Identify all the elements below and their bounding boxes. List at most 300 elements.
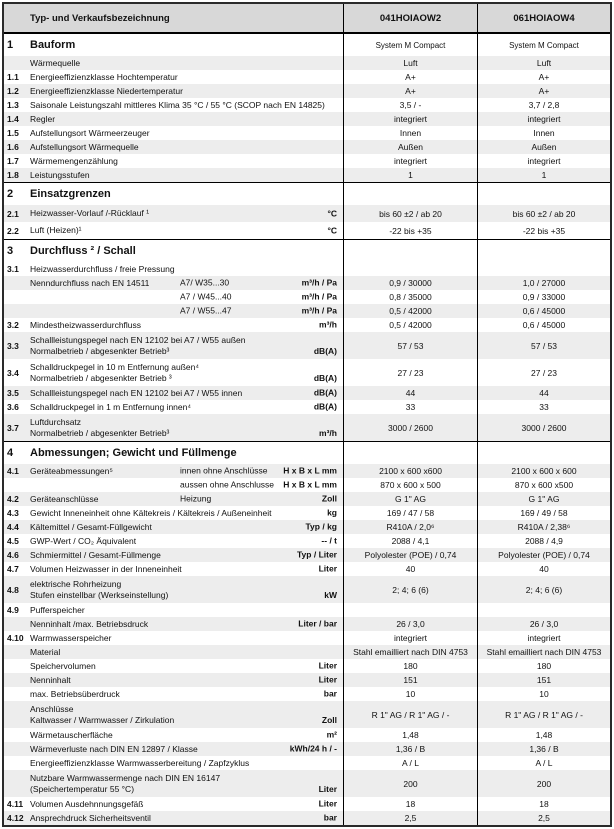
- value-col2: [477, 183, 610, 205]
- row-label-cell: [30, 631, 343, 645]
- row-unit: dB(A): [313, 346, 337, 356]
- header-model-1: 041HOIAOW2: [343, 4, 477, 32]
- value-col1: Polyolester (POE) / 0,74: [343, 548, 477, 562]
- table-row: [4, 400, 610, 414]
- row-number: 3.3: [7, 340, 19, 351]
- row-number: 4.2: [7, 494, 19, 504]
- table-row: [4, 478, 610, 492]
- row-label: Gewicht Inneneinheit ohne Kältekreis / Kältekreis / Außeneinheit: [30, 507, 272, 518]
- value-col1: 33: [343, 400, 477, 414]
- row-number: 4.3: [7, 508, 19, 518]
- value-col2: 3000 / 2600: [477, 414, 610, 441]
- value-col2: 0,6 / 45000: [477, 304, 610, 318]
- row-number: [4, 276, 30, 290]
- row-label-cell: [30, 386, 343, 400]
- row-label: Warmwasserspeicher: [30, 632, 112, 643]
- row-number: [4, 728, 30, 742]
- value-col2: 1: [477, 168, 610, 182]
- value-col1: [343, 603, 477, 617]
- row-label-cell: [30, 400, 343, 414]
- row-unit: m³/h / Pa: [301, 291, 337, 302]
- row-label: Energieeffizienzklasse Warmwasserbereitung / Zapfzyklus: [30, 757, 250, 768]
- row-unit: Zoll: [321, 715, 337, 725]
- table-row: [4, 687, 610, 701]
- value-col1: R410A / 2,0⁶: [343, 520, 477, 534]
- row-label: Wärmetauscherfläche: [30, 729, 113, 740]
- row-label: Leistungsstufen: [30, 169, 90, 180]
- row-unit: Liter: [318, 784, 337, 794]
- row-number: 1.1: [7, 72, 19, 82]
- table-row: [4, 728, 610, 742]
- table-row: [4, 631, 610, 645]
- table-row: [4, 359, 610, 386]
- table-row: [4, 770, 610, 797]
- value-col2: 1,0 / 27000: [477, 276, 610, 290]
- table-body: [4, 34, 610, 825]
- row-unit: Liter: [318, 798, 337, 809]
- value-col2: Stahl emailliert nach DIN 4753: [477, 645, 610, 659]
- row-sublabel: innen ohne Anschlüsse: [180, 465, 268, 476]
- value-col1: A+: [343, 70, 477, 84]
- value-col2: integriert: [477, 112, 610, 126]
- row-label: Volumen Ausdehnnungsgefäß: [30, 798, 144, 809]
- value-col1: 2100 x 600 x600: [343, 464, 477, 478]
- row-label: Ansprechdruck Sicherheitsventil: [30, 812, 151, 823]
- row-label-line2: Stufen einstellbar (Werkseinstellung): [30, 589, 169, 600]
- value-col2: 200: [477, 770, 610, 797]
- value-col2: 0,6 / 45000: [477, 318, 610, 332]
- row-label: GWP-Wert / CO₂ Äquivalent: [30, 535, 137, 546]
- value-col2: integriert: [477, 631, 610, 645]
- row-label-cell: [30, 464, 343, 478]
- value-col1: 44: [343, 386, 477, 400]
- value-col2: 180: [477, 659, 610, 673]
- table-row: [4, 617, 610, 631]
- section-row: [4, 239, 610, 262]
- section-row: [4, 441, 610, 464]
- row-label-cell: [30, 126, 343, 140]
- row-label: Schalldruckpegel in 10 m Entfernung außen⁴: [30, 361, 200, 372]
- table-row: [4, 645, 610, 659]
- row-number: 1.3: [7, 100, 19, 110]
- value-col1: integriert: [343, 631, 477, 645]
- row-number: [4, 701, 30, 728]
- table-row: [4, 205, 610, 222]
- row-label-cell: [30, 742, 343, 756]
- table-row: [4, 562, 610, 576]
- row-unit: bar: [323, 688, 337, 699]
- row-label: Einsatzgrenzen: [30, 187, 111, 200]
- row-label: Pufferspeicher: [30, 604, 85, 615]
- value-col1: 169 / 47 / 58: [343, 506, 477, 520]
- value-col2: 18: [477, 797, 610, 811]
- row-label: Geräteabmessungen⁵: [30, 465, 113, 476]
- row-label-cell: [30, 548, 343, 562]
- row-number: 2.1: [7, 208, 19, 219]
- value-col1: Außen: [343, 140, 477, 154]
- row-label-cell: [30, 478, 343, 492]
- section-row: [4, 182, 610, 205]
- value-col2: 57 / 53: [477, 332, 610, 359]
- value-col1: 1,36 / B: [343, 742, 477, 756]
- row-number: [4, 673, 30, 687]
- value-col1: Stahl emailliert nach DIN 4753: [343, 645, 477, 659]
- value-col1: integriert: [343, 112, 477, 126]
- row-label-cell: [30, 576, 343, 603]
- row-label: Volumen Heizwasser in der Inneneinheit: [30, 563, 182, 574]
- row-label: Aufstellungsort Wärmequelle: [30, 141, 139, 152]
- row-unit: m³/h / Pa: [301, 305, 337, 316]
- value-col1: 180: [343, 659, 477, 673]
- row-label: Mindestheizwasserdurchfluss: [30, 319, 142, 330]
- value-col2: Polyolester (POE) / 0,74: [477, 548, 610, 562]
- row-number: 4: [7, 447, 14, 459]
- row-label: Wärmemengenzählung: [30, 155, 118, 166]
- row-number: 4.8: [7, 584, 19, 595]
- row-number: 4.1: [7, 466, 19, 476]
- row-sublabel: A7/ W35...30: [180, 277, 230, 288]
- row-label-cell: [30, 276, 343, 290]
- value-col1: 57 / 53: [343, 332, 477, 359]
- table-row: [4, 811, 610, 825]
- row-unit: Zoll: [321, 493, 337, 504]
- table-row: [4, 56, 610, 70]
- value-col1: 0,5 / 42000: [343, 318, 477, 332]
- table-row: [4, 386, 610, 400]
- row-number: 4.6: [7, 550, 19, 560]
- table-row: [4, 112, 610, 126]
- row-label-cell: [30, 520, 343, 534]
- row-unit: Liter: [318, 563, 337, 574]
- row-number: 4.7: [7, 564, 19, 574]
- value-col2: 27 / 23: [477, 359, 610, 386]
- value-col1: 1: [343, 168, 477, 182]
- value-col2: [477, 240, 610, 262]
- row-label-line2: (Speichertemperatur 55 °C): [30, 783, 135, 794]
- row-label-cell: [30, 318, 343, 332]
- row-label-cell: [30, 168, 343, 182]
- table-row: [4, 168, 610, 182]
- row-label-cell: [30, 304, 343, 318]
- row-label-line2: Normalbetrieb / abgesenkter Betrieb³: [30, 427, 170, 438]
- table-row: [4, 290, 610, 304]
- value-col1: 200: [343, 770, 477, 797]
- spec-table: [2, 2, 612, 827]
- row-number: 4.11: [7, 799, 24, 809]
- row-label-cell: [30, 332, 343, 359]
- value-col2: integriert: [477, 154, 610, 168]
- row-number: [4, 756, 30, 770]
- value-col2: [477, 603, 610, 617]
- value-col1: 2088 / 4,1: [343, 534, 477, 548]
- row-label-line2: Kaltwasser / Warmwasser / Zirkulation: [30, 714, 175, 725]
- value-col2: R 1" AG / R 1" AG / -: [477, 701, 610, 728]
- section-row: [4, 34, 610, 56]
- value-col1: 0,9 / 30000: [343, 276, 477, 290]
- value-col2: 0,9 / 33000: [477, 290, 610, 304]
- value-col2: 151: [477, 673, 610, 687]
- value-col1: 10: [343, 687, 477, 701]
- value-col2: 2; 4; 6 (6): [477, 576, 610, 603]
- row-label: Schalldruckpegel in 1 m Entfernung innen⁴: [30, 401, 192, 412]
- row-sublabel: aussen ohne Anschlusse: [180, 479, 275, 490]
- value-col2: System M Compact: [477, 34, 610, 56]
- row-label-cell: [30, 290, 343, 304]
- row-label-cell: [30, 112, 343, 126]
- row-number: [4, 617, 30, 631]
- value-col1: 870 x 600 x 500: [343, 478, 477, 492]
- row-label-cell: [30, 673, 343, 687]
- row-unit: kW: [324, 590, 337, 600]
- row-label-cell: [30, 756, 343, 770]
- value-col2: Innen: [477, 126, 610, 140]
- value-col2: 2088 / 4,9: [477, 534, 610, 548]
- table-row: [4, 576, 610, 603]
- row-number: 3.1: [7, 264, 19, 274]
- row-label-cell: [30, 603, 343, 617]
- row-number: 3.5: [7, 388, 19, 398]
- row-unit: m³/h / Pa: [301, 277, 337, 288]
- row-unit: Typ / kg: [305, 521, 337, 532]
- value-col1: G 1" AG: [343, 492, 477, 506]
- row-label: Schallleistungspegel nach EN 12102 bei A7 / W55 innen: [30, 387, 243, 398]
- row-label: elektrische Rohrheizung: [30, 578, 122, 589]
- table-row: [4, 492, 610, 506]
- row-label-cell: [30, 442, 343, 464]
- header-model-2: 061HOIAOW4: [477, 4, 610, 32]
- row-unit: m³/h: [319, 428, 337, 438]
- table-row: [4, 756, 610, 770]
- table-row: [4, 673, 610, 687]
- row-label: Abmessungen; Gewicht und Füllmenge: [30, 446, 237, 459]
- value-col2: A / L: [477, 756, 610, 770]
- row-number: 4.4: [7, 522, 19, 532]
- value-col2: 33: [477, 400, 610, 414]
- value-col1: Luft: [343, 56, 477, 70]
- row-number: 3.4: [7, 367, 19, 378]
- row-label: Nenninhalt /max. Betriebsdruck: [30, 618, 149, 629]
- row-label-cell: [30, 506, 343, 520]
- table-row: [4, 548, 610, 562]
- row-label: Heizwasser-Vorlauf /-Rücklauf ¹: [30, 208, 150, 218]
- row-label-cell: [30, 262, 343, 276]
- row-unit: Liter: [318, 674, 337, 685]
- value-col1: A+: [343, 84, 477, 98]
- row-label-cell: [30, 701, 343, 728]
- table-row: [4, 70, 610, 84]
- row-label: Energieeffizienzklasse Hochtemperatur: [30, 71, 178, 82]
- row-unit: -- / t: [321, 535, 337, 546]
- table-row: [4, 154, 610, 168]
- row-number: 2.2: [7, 225, 19, 236]
- row-label: Luftdurchsatz: [30, 416, 82, 427]
- value-col1: R 1" AG / R 1" AG / -: [343, 701, 477, 728]
- value-col2: [477, 262, 610, 276]
- value-col1: Innen: [343, 126, 477, 140]
- row-unit: dB(A): [313, 401, 337, 412]
- row-label: Heizwasserdurchfluss / freie Pressung: [30, 263, 175, 274]
- row-unit: dB(A): [313, 373, 337, 383]
- row-label: Aufstellungsort Wärmeerzeuger: [30, 127, 150, 138]
- value-col1: [343, 442, 477, 464]
- table-row: [4, 98, 610, 112]
- row-sublabel: A7 / W55...47: [180, 305, 232, 316]
- row-unit: Liter: [318, 660, 337, 671]
- table-row: [4, 534, 610, 548]
- row-number: 2: [7, 188, 14, 200]
- value-col2: 10: [477, 687, 610, 701]
- table-row: [4, 742, 610, 756]
- value-col1: bis 60 ±2 / ab 20: [343, 205, 477, 222]
- row-label: Anschlüsse: [30, 703, 74, 714]
- row-number: [4, 645, 30, 659]
- table-row: [4, 126, 610, 140]
- row-label: Speichervolumen: [30, 660, 96, 671]
- row-sublabel: A7 / W45...40: [180, 291, 232, 302]
- row-number: [4, 659, 30, 673]
- row-label-cell: [30, 70, 343, 84]
- table-row: [4, 659, 610, 673]
- row-label: Nenndurchfluss nach EN 14511: [30, 277, 150, 288]
- value-col2: -22 bis +35: [477, 222, 610, 239]
- table-row: [4, 318, 610, 332]
- value-col2: Außen: [477, 140, 610, 154]
- row-label-cell: [30, 534, 343, 548]
- row-label-cell: [30, 222, 343, 239]
- row-number: [4, 770, 30, 797]
- row-label: Kältemittel / Gesamt-Füllgewicht: [30, 521, 152, 532]
- row-number: [4, 56, 30, 70]
- row-number: 3: [7, 245, 14, 257]
- row-unit: m³/h: [319, 319, 337, 330]
- row-label-cell: [30, 84, 343, 98]
- row-number: [4, 687, 30, 701]
- row-number: 4.12: [7, 813, 24, 823]
- value-col2: 26 / 3,0: [477, 617, 610, 631]
- table-row: [4, 262, 610, 276]
- row-label-cell: [30, 359, 343, 386]
- value-col1: -22 bis +35: [343, 222, 477, 239]
- value-col2: A+: [477, 84, 610, 98]
- row-label-cell: [30, 154, 343, 168]
- value-col1: 3000 / 2600: [343, 414, 477, 441]
- row-sublabel: Heizung: [180, 493, 212, 504]
- value-col1: 1,48: [343, 728, 477, 742]
- header-title: Typ- und Verkaufsbezeichnung: [30, 12, 170, 24]
- row-label: Nutzbare Warmwassermenge nach DIN EN 16147: [30, 772, 221, 783]
- value-col2: 3,7 / 2,8: [477, 98, 610, 112]
- table-row: [4, 222, 610, 239]
- value-col2: 169 / 49 / 58: [477, 506, 610, 520]
- row-label: Schmiermittel / Gesamt-Füllmenge: [30, 549, 161, 560]
- table-row: [4, 506, 610, 520]
- value-col1: 2; 4; 6 (6): [343, 576, 477, 603]
- row-label-line2: Normalbetrieb / abgesenkter Betrieb³: [30, 345, 170, 356]
- value-col2: 2100 x 600 x 600: [477, 464, 610, 478]
- row-label-cell: [30, 728, 343, 742]
- table-row: [4, 464, 610, 478]
- table-row: [4, 140, 610, 154]
- row-label: Luft (Heizen)¹: [30, 225, 82, 235]
- table-row: [4, 276, 610, 290]
- value-col2: 40: [477, 562, 610, 576]
- row-number: [4, 290, 30, 304]
- row-number: [4, 478, 30, 492]
- row-label: Bauform: [30, 38, 76, 51]
- row-label: Energieeffizienzklasse Niedertemperatur: [30, 85, 183, 96]
- table-row: [4, 304, 610, 318]
- row-label: Nenninhalt: [30, 674, 71, 685]
- row-unit: bar: [323, 812, 337, 823]
- row-number: 1.6: [7, 142, 19, 152]
- value-col2: Luft: [477, 56, 610, 70]
- value-col1: 0,8 / 35000: [343, 290, 477, 304]
- value-col1: 3,5 / -: [343, 98, 477, 112]
- value-col1: 27 / 23: [343, 359, 477, 386]
- value-col1: 2,5: [343, 811, 477, 825]
- value-col1: 40: [343, 562, 477, 576]
- row-unit: °C: [327, 225, 337, 235]
- value-col1: 151: [343, 673, 477, 687]
- table-row: [4, 84, 610, 98]
- row-label-cell: [30, 659, 343, 673]
- value-col2: R410A / 2,38⁶: [477, 520, 610, 534]
- value-col2: G 1" AG: [477, 492, 610, 506]
- row-label-cell: [30, 34, 343, 56]
- row-number: 1: [7, 39, 14, 51]
- row-unit: kg: [327, 507, 337, 518]
- value-col2: [477, 442, 610, 464]
- value-col2: 870 x 600 x500: [477, 478, 610, 492]
- row-unit: H x B x L mm: [283, 479, 337, 490]
- value-col1: System M Compact: [343, 34, 477, 56]
- row-label: Wärmeverluste nach DIN EN 12897 / Klasse: [30, 743, 198, 754]
- row-label-cell: [30, 205, 343, 222]
- row-unit: Liter / bar: [298, 618, 337, 629]
- row-label: Schallleistungspegel nach EN 12102 bei A7 / W55 außen: [30, 334, 246, 345]
- value-col2: 1,36 / B: [477, 742, 610, 756]
- row-label-cell: [30, 56, 343, 70]
- row-number: 1.4: [7, 114, 19, 124]
- table-row: [4, 414, 610, 441]
- row-number: 1.5: [7, 128, 19, 138]
- row-label-cell: [30, 797, 343, 811]
- row-unit: H x B x L mm: [283, 465, 337, 476]
- row-number: 4.10: [7, 633, 24, 643]
- row-number: [4, 742, 30, 756]
- row-label-cell: [30, 562, 343, 576]
- value-col1: 26 / 3,0: [343, 617, 477, 631]
- row-unit: kWh/24 h / -: [289, 743, 337, 754]
- value-col2: 2,5: [477, 811, 610, 825]
- row-label-cell: [30, 140, 343, 154]
- value-col2: bis 60 ±2 / ab 20: [477, 205, 610, 222]
- table-header-row: [4, 4, 610, 34]
- row-label: Durchfluss ² / Schall: [30, 244, 136, 257]
- value-col1: [343, 240, 477, 262]
- value-col1: integriert: [343, 154, 477, 168]
- table-row: [4, 797, 610, 811]
- row-number: 3.6: [7, 402, 19, 412]
- row-label-line2: Normalbetrieb / abgesenkter Betrieb ³: [30, 372, 172, 383]
- table-row: [4, 701, 610, 728]
- row-unit: m²: [326, 729, 337, 740]
- row-label-cell: [30, 240, 343, 262]
- value-col1: 0,5 / 42000: [343, 304, 477, 318]
- row-unit: °C: [327, 208, 337, 218]
- row-number: 1.2: [7, 86, 19, 96]
- row-number: 4.5: [7, 536, 19, 546]
